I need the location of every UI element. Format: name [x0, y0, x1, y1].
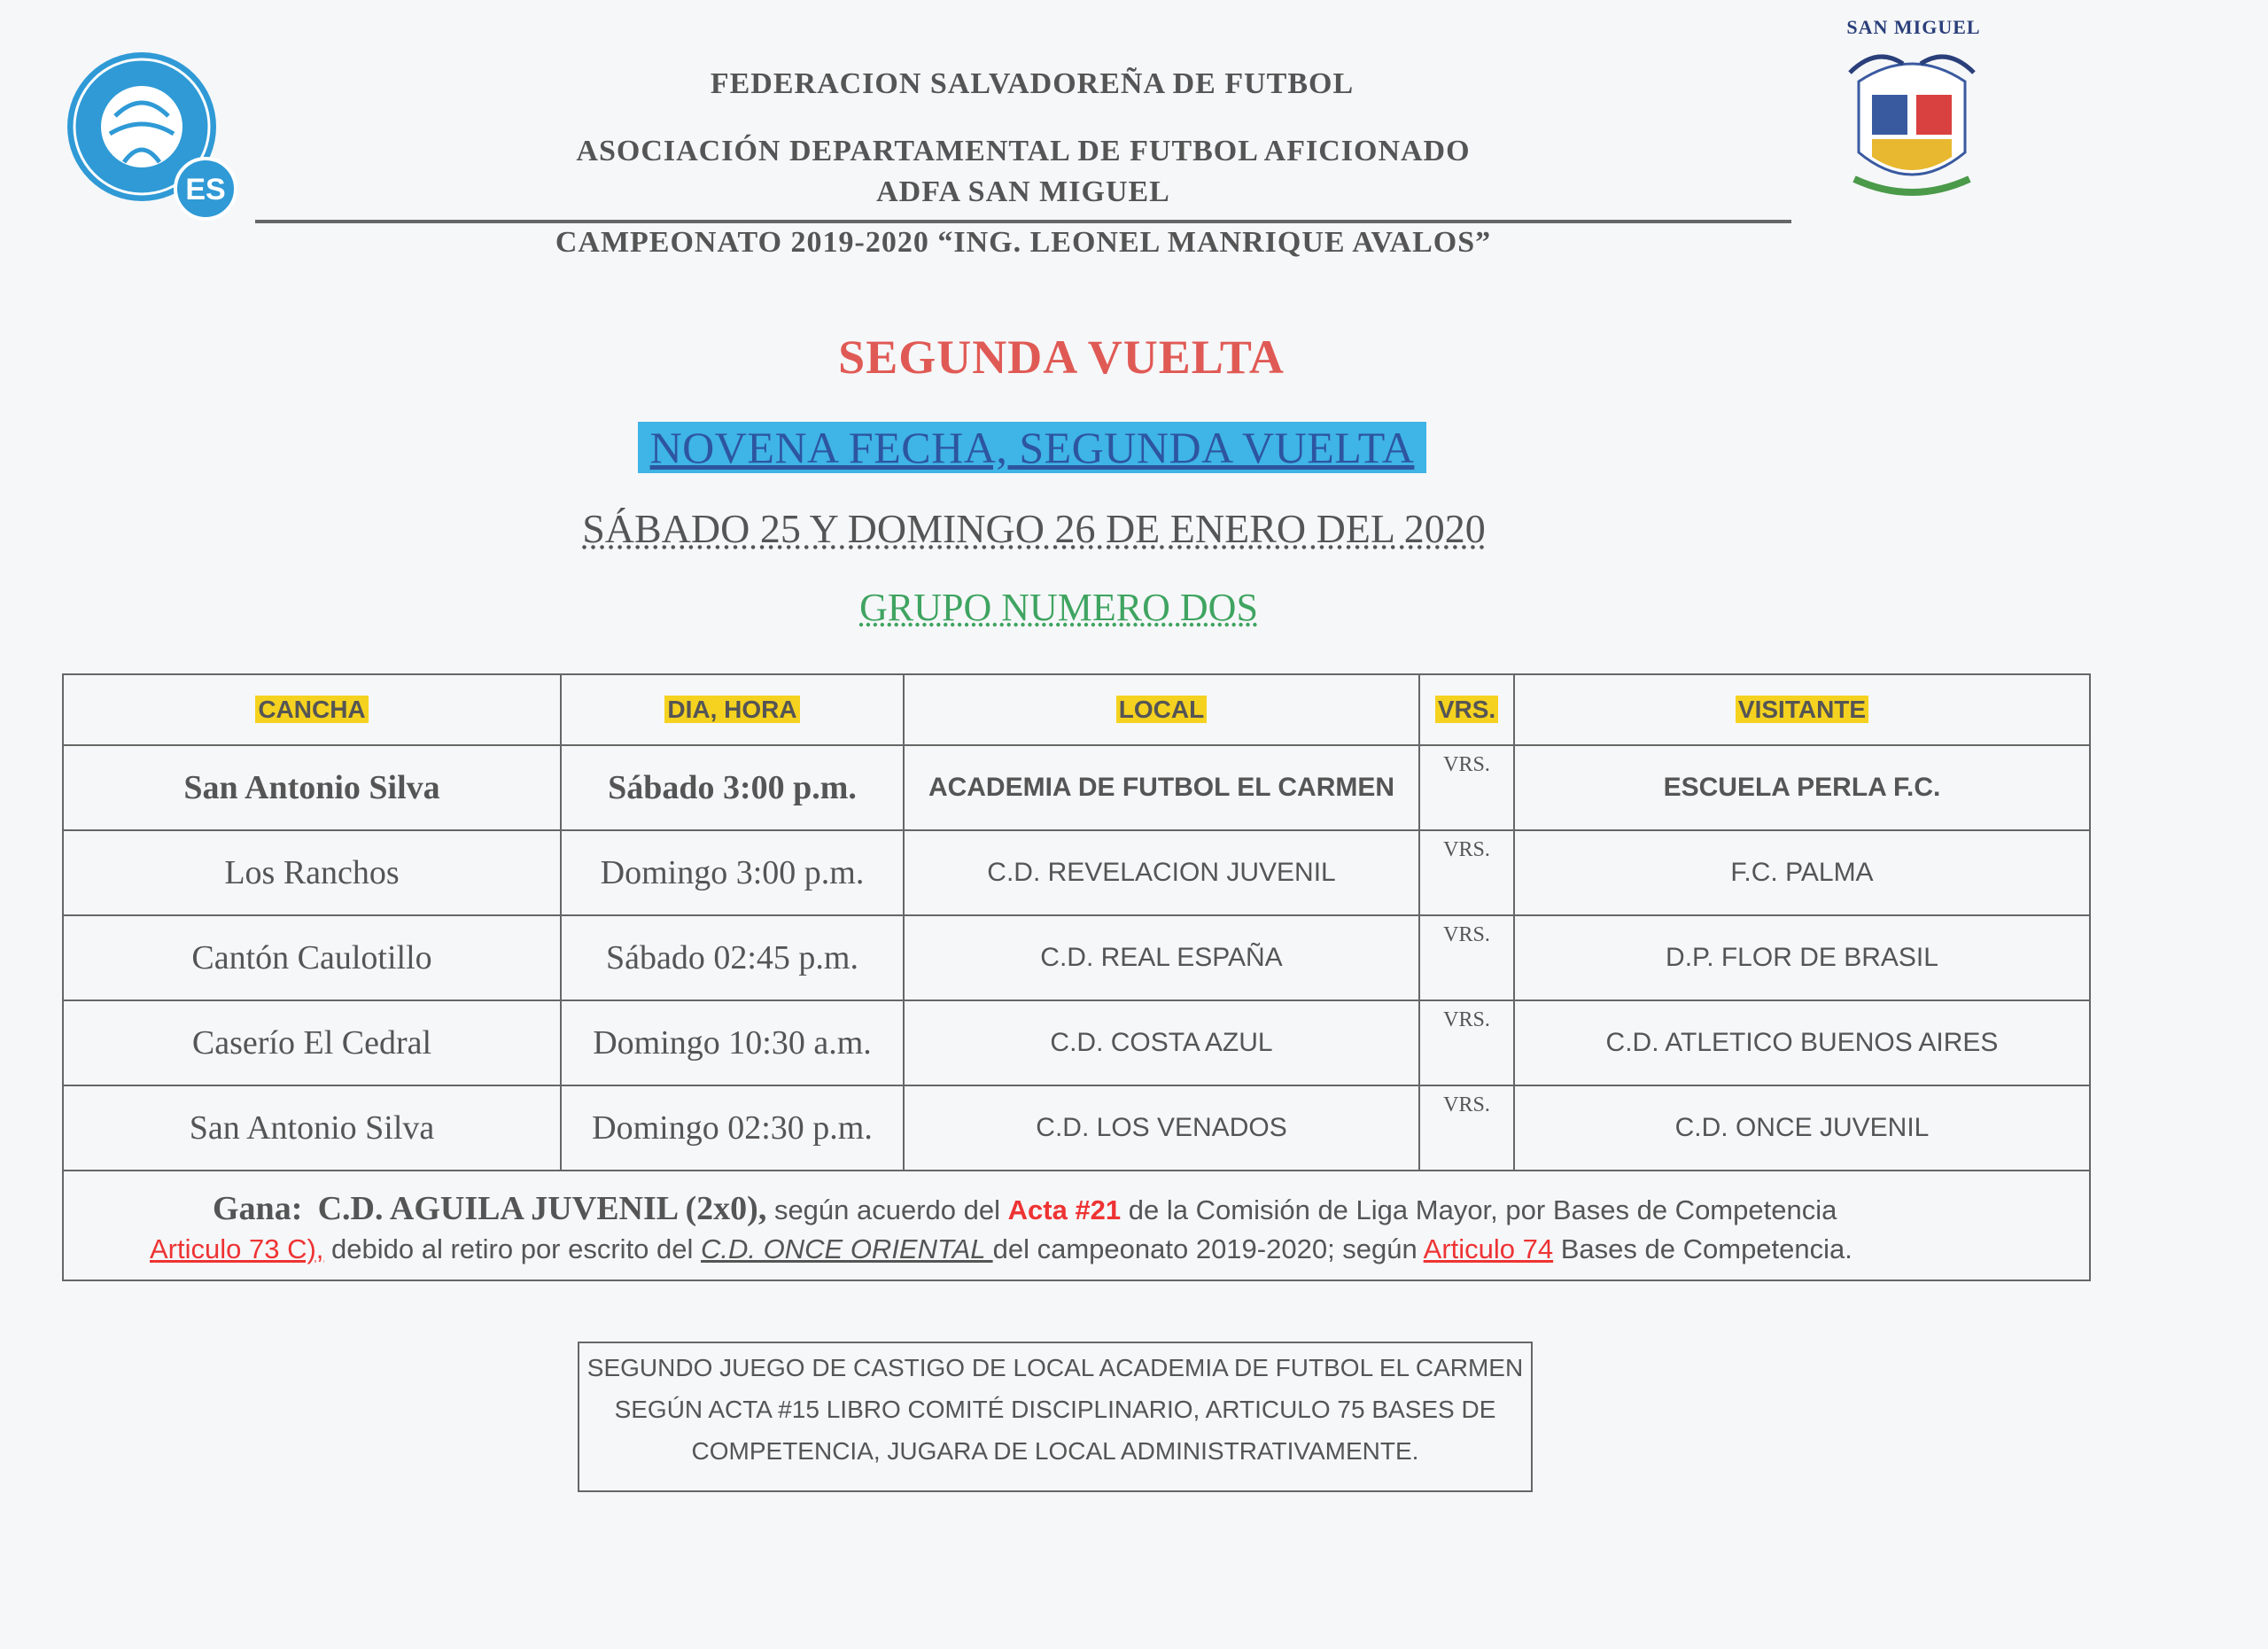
visitante-cell: F.C. PALMA [1514, 830, 2090, 915]
matchday-wrap [0, 422, 2166, 473]
local-cell: C.D. REVELACION JUVENIL [904, 830, 1419, 915]
group-title: GRUPO NUMERO DOS [859, 586, 1258, 629]
sanction-notice-box [578, 1342, 1533, 1492]
note-text: debido al retiro por escrito del [323, 1233, 702, 1264]
note-row [63, 1171, 2090, 1280]
vrs-cell: VRS. [1419, 1000, 1514, 1085]
adfa-title: ADFA SAN MIGUEL [876, 175, 1170, 208]
sanction-line-1: SEGUNDO JUEGO DE CASTIGO DE LOCAL ACADEMIA DE FUTBOL EL CARMEN [586, 1354, 1524, 1381]
note-text: Bases de Competencia. [1553, 1233, 1852, 1264]
local-cell: C.D. REAL ESPAÑA [904, 915, 1419, 1000]
adfa-logo-label: SAN MIGUEL [1846, 16, 1981, 38]
visitante-cell: ESCUELA PERLA F.C. [1514, 745, 2090, 830]
cancha-cell: Los Ranchos [63, 830, 561, 915]
fixtures-table [62, 673, 2091, 1281]
dia-hora-cell: Domingo 10:30 a.m. [561, 1000, 904, 1085]
acta-reference: Acta #21 [1007, 1194, 1122, 1225]
visitante-cell: C.D. ONCE JUVENIL [1514, 1085, 2090, 1171]
local-cell: ACADEMIA DE FUTBOL EL CARMEN [904, 745, 1419, 830]
withdrawn-team: C.D. ONCE ORIENTAL [701, 1233, 993, 1264]
note-text: del campeonato 2019-2020; según [992, 1233, 1424, 1264]
table-row [63, 830, 2090, 915]
vrs-cell: VRS. [1419, 830, 1514, 915]
table-header-row [63, 674, 2090, 745]
visitante-cell: C.D. ATLETICO BUENOS AIRES [1514, 1000, 2090, 1085]
matchday-title: NOVENA FECHA, SEGUNDA VUELTA [638, 422, 1427, 473]
header-local: LOCAL [904, 674, 1419, 745]
vrs-cell: VRS. [1419, 745, 1514, 830]
header-visitante: VISITANTE [1514, 674, 2090, 745]
dia-hora-cell: Domingo 3:00 p.m. [561, 830, 904, 915]
articulo-74-reference: Articulo 74 [1423, 1233, 1554, 1264]
vrs-cell: VRS. [1419, 915, 1514, 1000]
table-row [63, 915, 2090, 1000]
cancha-cell: Cantón Caulotillo [63, 915, 561, 1000]
local-cell: C.D. COSTA AZUL [904, 1000, 1419, 1085]
dia-hora-cell: Domingo 02:30 p.m. [561, 1085, 904, 1171]
visitante-cell: D.P. FLOR DE BRASIL [1514, 915, 2090, 1000]
dia-hora-cell: Sábado 02:45 p.m. [561, 915, 904, 1000]
cancha-cell: San Antonio Silva [63, 1085, 561, 1171]
sanction-line-3: COMPETENCIA, JUGARA DE LOCAL ADMINISTRATIVAMENTE. [691, 1437, 1419, 1465]
gana-label: Gana: [213, 1190, 303, 1227]
dia-hora-cell: Sábado 3:00 p.m. [561, 745, 904, 830]
header-dia-hora: DIA, HORA [561, 674, 904, 745]
winner-team: C.D. AGUILA JUVENIL (2x0), [317, 1190, 767, 1227]
header-cancha: CANCHA [63, 674, 561, 745]
note-line-1 [64, 1189, 2089, 1230]
vrs-cell: VRS. [1419, 1085, 1514, 1171]
table-row [63, 1085, 2090, 1171]
articulo-73-reference: Articulo 73 C), [150, 1233, 324, 1264]
table-row [63, 1000, 2090, 1085]
note-cell [63, 1171, 2090, 1280]
note-text: de la Comisión de Liga Mayor, por Bases de Competencia [1121, 1194, 1837, 1225]
local-cell: C.D. LOS VENADOS [904, 1085, 1419, 1171]
note-text: según acuerdo del [766, 1194, 1008, 1225]
cancha-cell: San Antonio Silva [63, 745, 561, 830]
sanction-line-2: SEGÚN ACTA #15 LIBRO COMITÉ DISCIPLINARIO, ARTICULO 75 BASES DE [614, 1396, 1496, 1423]
svg-text:ES: ES [185, 173, 226, 206]
federation-title: FEDERACION SALVADOREÑA DE FUTBOL [710, 67, 1355, 100]
header-vrs: VRS. [1419, 674, 1514, 745]
championship-title: CAMPEONATO 2019-2020 “ING. LEONEL MANRIQUE AVALOS” [555, 226, 1492, 259]
cancha-cell: Caserío El Cedral [63, 1000, 561, 1085]
note-line-2 [64, 1230, 2089, 1269]
dates-title: SÁBADO 25 Y DOMINGO 26 DE ENERO DEL 2020 [582, 506, 1486, 551]
association-title: ASOCIACIÓN DEPARTAMENTAL DE FUTBOL AFICIONADO [576, 135, 1471, 167]
header-rule [255, 220, 1791, 223]
round-title: SEGUNDA VUELTA [838, 331, 1285, 384]
table-row [63, 745, 2090, 830]
